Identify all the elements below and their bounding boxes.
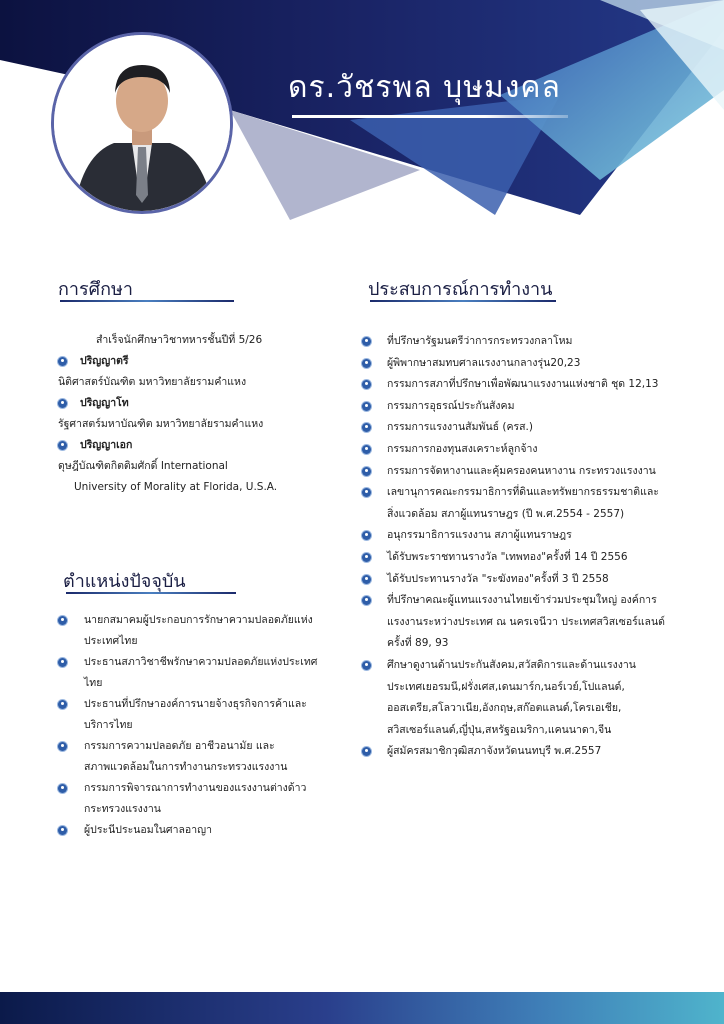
list-item xyxy=(362,461,684,483)
item-line: ได้รับพระราชทานรางวัล "เทพทอง"ครั้งที่ 14 ปี 2556 xyxy=(387,550,628,563)
list-item xyxy=(362,331,684,353)
name-underline xyxy=(292,115,568,118)
experience-underline xyxy=(370,300,556,302)
item-line: กรรมการกองทุนสงเคราะห์ลูกจ้าง xyxy=(387,442,538,455)
item-line: กรรมการอุธรณ์ประกันสังคม xyxy=(387,399,515,412)
item-line: แรงงานระหว่างประเทศ ณ นครเจนีวา ประเทศสวิสเซอร์แลนด์ xyxy=(387,615,665,628)
list-item xyxy=(58,736,338,778)
bullet-icon xyxy=(58,357,67,366)
degree-level: ปริญญาตรี xyxy=(80,355,129,367)
degree-detail-cont: University of Morality at Florida, U.S.A. xyxy=(74,481,278,493)
bullet-icon xyxy=(362,747,371,756)
item-line: บริการไทย xyxy=(84,719,133,731)
degree-doctorate xyxy=(58,435,348,456)
degree-bachelor xyxy=(58,351,348,372)
list-item xyxy=(58,820,338,841)
item-line: ออสเตรีย,สโลวาเนีย,อังกฤษ,สก๊อตแลนด์,โครเอเชีย, xyxy=(387,702,622,715)
bullet-icon xyxy=(362,359,371,368)
item-line: ที่ปรึกษาคณะผู้แทนแรงงานไทยเข้าร่วมประชุมใหญ่ องค์การ xyxy=(387,594,657,607)
degree-level: ปริญญาโท xyxy=(80,397,129,409)
bullet-icon xyxy=(362,423,371,432)
list-item xyxy=(362,353,684,375)
item-line: ศึกษาดูงานด้านประกันสังคม,สวัสดิการและด้านแรงงาน xyxy=(387,658,636,671)
list-item xyxy=(362,396,684,418)
item-line: กรรมการแรงงานสัมพันธ์ (ครส.) xyxy=(387,421,533,434)
item-line: สภาพแวดล้อมในการทำงานกระทรวงแรงงาน xyxy=(84,761,288,773)
item-line: ผู้พิพากษาสมทบศาลแรงงานกลางรุ่น20,23 xyxy=(387,356,581,369)
item-line: ไทย xyxy=(84,677,103,689)
item-line: ผู้สมัครสมาชิกวุฒิสภาจังหวัดนนทบุรี พ.ศ.2557 xyxy=(387,745,602,758)
degree-detail: ดุษฎีบัณฑิตกิตติมศักดิ์ International xyxy=(58,460,228,472)
education-title: การศึกษา xyxy=(58,279,133,300)
degree-master xyxy=(58,393,348,414)
list-item xyxy=(362,374,684,396)
bullet-icon xyxy=(362,380,371,389)
bullet-icon xyxy=(362,596,371,605)
bullet-icon xyxy=(58,742,67,751)
list-item xyxy=(362,482,684,525)
bullet-icon xyxy=(58,784,67,793)
item-line: ครั้งที่ 89, 93 xyxy=(387,637,449,650)
item-line: ผู้ประนีประนอมในศาลอาญา xyxy=(84,824,212,836)
item-line: ประธานสภาวิชาชีพรักษาความปลอดภัยแห่งประเทศ xyxy=(84,656,318,668)
item-line: อนุกรรมาธิการแรงงาน สภาผู้แทนราษฎร xyxy=(387,529,572,542)
education-list xyxy=(58,330,348,498)
bullet-icon xyxy=(58,826,67,835)
bullet-icon xyxy=(362,445,371,454)
education-intro: สำเร็จนักศึกษาวิชาทหารชั้นปีที่ 5/26 xyxy=(96,334,263,346)
bullet-icon xyxy=(58,616,67,625)
item-line: นายกสมาคมผู้ประกอบการรักษาความปลอดภัยแห่ง xyxy=(84,614,313,626)
person-name: ดร.วัชรพล บุษมงคล xyxy=(288,70,561,105)
bullet-icon xyxy=(58,700,67,709)
bullet-icon xyxy=(362,661,371,670)
experience-title: ประสบการณ์การทำงาน xyxy=(368,279,553,300)
item-line: กรรมการจัดหางานและคุ้มครองคนหางาน กระทรวงแรงงาน xyxy=(387,464,656,477)
bullet-icon xyxy=(362,575,371,584)
list-item xyxy=(362,569,684,591)
degree-detail: รัฐศาสตร์มหาบัณฑิต มหาวิทยาลัยรามคำแหง xyxy=(58,418,264,430)
positions-underline xyxy=(66,592,236,594)
list-item xyxy=(58,610,338,652)
bullet-icon xyxy=(362,402,371,411)
list-item xyxy=(362,439,684,461)
list-item xyxy=(362,417,684,439)
list-item xyxy=(58,778,338,820)
degree-level: ปริญญาเอก xyxy=(80,439,133,451)
list-item xyxy=(362,741,684,763)
bullet-icon xyxy=(362,467,371,476)
bullet-icon xyxy=(58,399,67,408)
item-line: ประเทศไทย xyxy=(84,635,138,647)
bullet-icon xyxy=(58,441,67,450)
item-line: ที่ปรึกษารัฐมนตรีว่าการกระทรวงกลาโหม xyxy=(387,335,573,347)
education-underline xyxy=(60,300,234,302)
bullet-icon xyxy=(58,658,67,667)
bullet-icon xyxy=(362,531,371,540)
bullet-icon xyxy=(362,553,371,562)
item-line: สิ่งแวดล้อม สภาผู้แทนราษฎร (ปี พ.ศ.2554 - 2557) xyxy=(387,507,625,520)
item-line: กรรมการความปลอดภัย อาชีวอนามัย และ xyxy=(84,740,275,752)
profile-photo xyxy=(51,32,233,214)
list-item xyxy=(58,694,338,736)
list-item xyxy=(362,655,684,741)
list-item xyxy=(58,652,338,694)
item-line: กรรมการพิจารณาการทำงานของแรงงานต่างด้าว xyxy=(84,782,307,794)
item-line: ประเทศเยอรมนี,ฝรั่งเศส,เดนมาร์ก,นอร์เวย์,โปแลนด์, xyxy=(387,680,625,693)
item-line: ได้รับประทานรางวัล "ระฆังทอง"ครั้งที่ 3 ปี 2558 xyxy=(387,572,609,585)
bullet-icon xyxy=(362,337,371,346)
item-line: สวิสเซอร์แลนด์,ญี่ปุ่น,สหรัฐอเมริกา,แคนนาดา,จีน xyxy=(387,723,612,736)
positions-title: ตำแหน่งปัจจุบัน xyxy=(63,571,186,592)
item-line: กรรมการสภาที่ปรึกษาเพื่อพัฒนาแรงงานแห่งชาติ ชุด 12,13 xyxy=(387,378,659,391)
item-line: ประธานที่ปรึกษาองค์การนายจ้างธุรกิจการค้าและ xyxy=(84,698,307,710)
list-item xyxy=(362,525,684,547)
item-line: เลขานุการคณะกรรมาธิการที่ดินและทรัพยากรธรรมชาติและ xyxy=(387,486,659,499)
positions-list xyxy=(58,610,338,841)
footer-bar xyxy=(0,992,724,1024)
list-item xyxy=(362,590,684,655)
experience-list xyxy=(362,331,684,763)
bullet-icon xyxy=(362,488,371,497)
list-item xyxy=(362,547,684,569)
degree-detail: นิติศาสตร์บัณฑิต มหาวิทยาลัยรามคำแหง xyxy=(58,376,247,388)
item-line: กระทรวงแรงงาน xyxy=(84,803,161,815)
